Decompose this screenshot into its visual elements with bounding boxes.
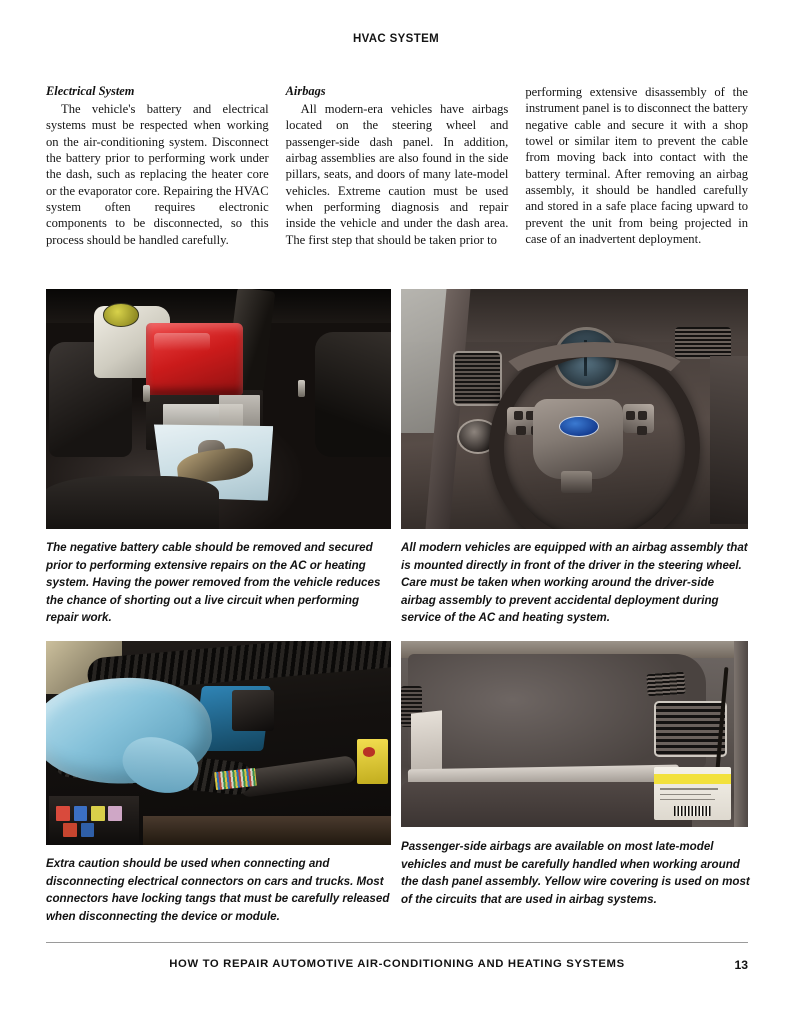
battery-label-secondary	[219, 395, 260, 429]
column-2	[286, 84, 509, 248]
column-3	[525, 84, 748, 248]
steering-photo-artwork	[401, 289, 748, 529]
hold-down-bolt-right	[298, 380, 306, 397]
tag-text-line-2	[660, 794, 710, 796]
figure-battery-photo	[46, 289, 391, 529]
tag-text-line-3	[660, 799, 715, 801]
hold-down-bolt-left	[143, 385, 151, 402]
figure-connector-photo	[46, 641, 391, 845]
passenger-air-vent	[654, 701, 727, 757]
running-head: HVAC SYSTEM	[352, 33, 440, 45]
lower-spoke-trim	[561, 471, 592, 493]
red-positive-terminal-cover	[146, 323, 243, 395]
steering-button-7	[637, 426, 647, 436]
lower-dash-panel	[401, 782, 692, 827]
dash-photo-artwork	[401, 641, 748, 827]
steering-button-6	[626, 411, 635, 420]
electrical-connector-body	[232, 690, 273, 731]
fuse-yellow	[91, 806, 105, 820]
fuse-red-2	[63, 823, 77, 837]
figure-dash-photo	[401, 641, 748, 827]
fuse-box-housing	[315, 332, 391, 457]
steering-button-3	[516, 426, 526, 436]
fender-cover	[46, 476, 219, 529]
center-air-vent	[675, 327, 731, 358]
figure-steering-wheel-photo	[401, 289, 748, 529]
body-columns	[46, 84, 748, 248]
column-3-text: performing extensive disassembly of the instrument panel is to disconnect the battery negative cable and secure it with a shop towel or similar item to prevent the cable from moving back into contact with the battery terminal. After removing an airbag assembly, it should be handled carefully and stored in a safe place facing upward to prevent the unit from being projected in case of an inadvertent deployment.	[525, 85, 749, 247]
tag-yellow-band	[654, 774, 730, 784]
fuse-blue	[74, 806, 88, 820]
windshield-pillar-right	[734, 641, 748, 827]
steering-button-5	[638, 411, 647, 420]
yellow-reservoir-cap	[103, 303, 140, 327]
tag-barcode	[674, 806, 711, 816]
connector-photo-artwork	[46, 641, 391, 845]
yellow-warning-tag	[357, 739, 388, 784]
column-2-text: All modern-era vehicles have airbags located on the steering wheel and passenger-side dash panel. In addition, airbag assemblies are also found in the side pillars, seats, and doors of many late-model vehicles. Extreme caution must be used when performing diagnosis and repair inside the vehicle and under the dash area. The first step that should be taken prior to	[285, 102, 509, 247]
footer-book-title: HOW TO REPAIR AUTOMOTIVE AIR-CONDITIONING AND HEATING SYSTEMS	[169, 958, 625, 970]
battery-photo-artwork	[46, 289, 391, 529]
column-1-text: The vehicle's battery and electrical systems must be respected when working on the air-conditioning system. Disconnect the battery prior to performing work under the dash, such as replacing the heater core or the evaporator core. Repairing the HVAC system often requires electronic components to be disconnected, so this process should be handled carefully.	[46, 102, 269, 247]
page-footer	[46, 958, 748, 970]
section-heading-airbags: Airbags	[285, 84, 326, 98]
fuse-red	[56, 806, 70, 820]
center-console-stack	[710, 356, 748, 524]
fuse-blue-2	[81, 823, 95, 837]
section-heading-electrical-system: Electrical System	[46, 84, 135, 98]
caption-battery: The negative battery cable should be removed and secured prior to performing extensive repairs on the AC or heating system. Having the power removed from the vehicle reduces the chance of shorting out a live circuit when performing repair work.	[46, 541, 381, 625]
caption-dash: Passenger-side airbags are available on most late-model vehicles and must be carefully handled when working around the dash panel assembly. Yellow wire covering is used on most of the circuits that are used in airbag systems.	[401, 840, 750, 906]
fuse-pink	[108, 806, 122, 820]
upper-dash-vent	[647, 671, 687, 696]
tag-text-line-1	[660, 788, 718, 790]
lower-engine-shelf	[143, 816, 391, 845]
steering-button-1	[514, 411, 523, 420]
page-number: 13	[734, 958, 748, 972]
caption-connector: Extra caution should be used when connecting and disconnecting electrical connectors on cars and trucks. Most connectors have locking tangs that must be carefully released when disconnecting the device or module.	[46, 857, 390, 923]
caption-steering-wheel: All modern vehicles are equipped with an airbag assembly that is mounted directly in front of the driver in the steering wheel. Care must be taken when working around the driver-side airbag assembly to prevent accidental deployment during service of the AC and heating system.	[401, 541, 748, 625]
column-1	[46, 84, 269, 248]
footer-divider	[46, 942, 748, 943]
driver-airbag-module	[533, 399, 623, 478]
service-hang-tag	[654, 767, 730, 819]
